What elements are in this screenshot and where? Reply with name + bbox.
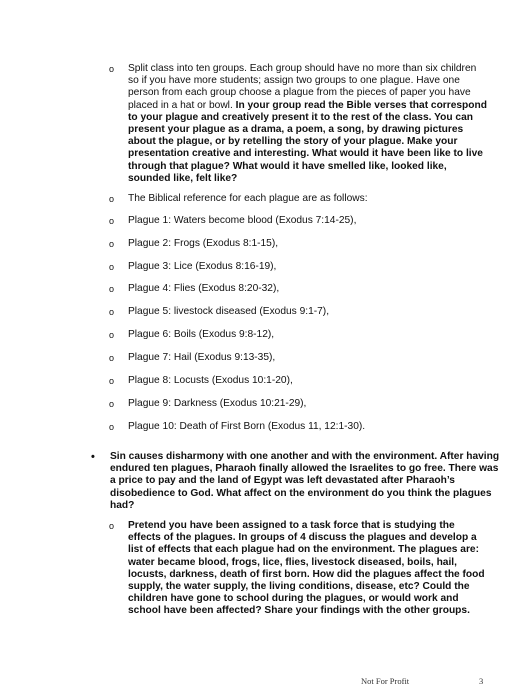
plague-text: Plague 8: Locusts (Exodus 10:1-20), [128, 375, 293, 386]
list-item-plague-4 [109, 283, 488, 295]
sub-bullet-marker: o [109, 422, 115, 432]
instructions-bold-text: In your group read the Bible verses that correspond to your plague and creatively present it to the rest of the class. You can present your plague as a drama, a poem, a song, by drawing pictures about the plague, or by retelling the story of your plague. Make your presentation creative and interesting. What would it have been like to live through that plague? What would it have smelled like, looked like, sounded like, felt like? [128, 99, 487, 184]
sub-bullet-marker: o [109, 399, 115, 409]
sub-bullet-marker: o [109, 216, 115, 226]
plague-text: Plague 2: Frogs (Exodus 8:1-15), [128, 238, 279, 249]
reference-intro-text: The Biblical reference for each plague are as follows: [128, 193, 368, 204]
list-item-plague-1 [109, 215, 488, 227]
list-item-plague-2 [109, 238, 488, 250]
bullet-marker: • [91, 451, 95, 463]
list-item-plague-9 [109, 398, 488, 410]
sub-bullet-marker: o [109, 239, 115, 249]
sub-bullet-marker: o [109, 284, 115, 294]
sub-bullet-marker: o [109, 64, 115, 74]
sub-bullet-marker: o [109, 353, 115, 363]
sub-bullet-marker: o [109, 521, 115, 531]
list-item-task-force [109, 520, 488, 618]
sin-disharmony-text: Sin causes disharmony with one another and with the environment. After having endured ten plagues, Pharaoh finally allowed the Israelites to go free. There was a price to pay and the land of Egypt was left devastated after Pharaoh’s disobedience to God. What affect on the environment do you think the plagues had? [110, 451, 500, 511]
list-item-plague-10 [109, 421, 488, 433]
plague-text: Plague 6: Boils (Exodus 9:8-12), [128, 329, 275, 340]
plague-text: Plague 5: livestock diseased (Exodus 9:1-7), [128, 306, 330, 317]
plague-text: Plague 3: Lice (Exodus 8:16-19), [128, 261, 277, 272]
page-number: 3 [479, 676, 484, 686]
list-item-plague-5 [109, 306, 488, 318]
list-item-plague-6 [109, 329, 488, 341]
plague-text: Plague 9: Darkness (Exodus 10:21-29), [128, 398, 307, 409]
list-item-plague-3 [109, 261, 488, 273]
sub-bullet-marker: o [109, 376, 115, 386]
plague-text: Plague 1: Waters become blood (Exodus 7:14-25), [128, 215, 357, 226]
plague-text: Plague 10: Death of First Born (Exodus 11, 12:1-30). [128, 421, 366, 432]
sub-bullet-marker: o [109, 330, 115, 340]
sub-bullet-marker: o [109, 262, 115, 272]
list-item-group-instructions [109, 63, 488, 185]
sub-bullet-marker: o [109, 194, 115, 204]
instructions-text: Split class into ten groups. Each group should have no more than six children so if you have more students; assign two groups to one plague. Have one person from each group choose a plague from the pieces of paper you have placed in a hat or bowl. [128, 63, 477, 111]
list-item-plague-8 [109, 375, 488, 387]
list-item-reference-intro [109, 193, 488, 205]
bullet-sin-disharmony [91, 451, 500, 512]
plague-text: Plague 4: Flies (Exodus 8:20-32), [128, 283, 280, 294]
list-item-plague-7 [109, 352, 488, 364]
plague-text: Plague 7: Hail (Exodus 9:13-35), [128, 352, 276, 363]
footer-label: Not For Profit [361, 676, 410, 686]
task-force-text: Pretend you have been assigned to a task force that is studying the effects of the plagues. In groups of 4 discuss the plagues and develop a list of effects that each plague had on the environment. The plagues are: water became blood, frogs, lice, flies, livestock diseased, boils, hail, locusts, darkness, death of first born. How did the plagues affect the food supply, the water supply, the living conditions, disease, etc? Could the children have gone to school during the plagues, or would work and school have been affected? Share your findings with the other groups. [128, 520, 485, 617]
sub-bullet-marker: o [109, 307, 115, 317]
